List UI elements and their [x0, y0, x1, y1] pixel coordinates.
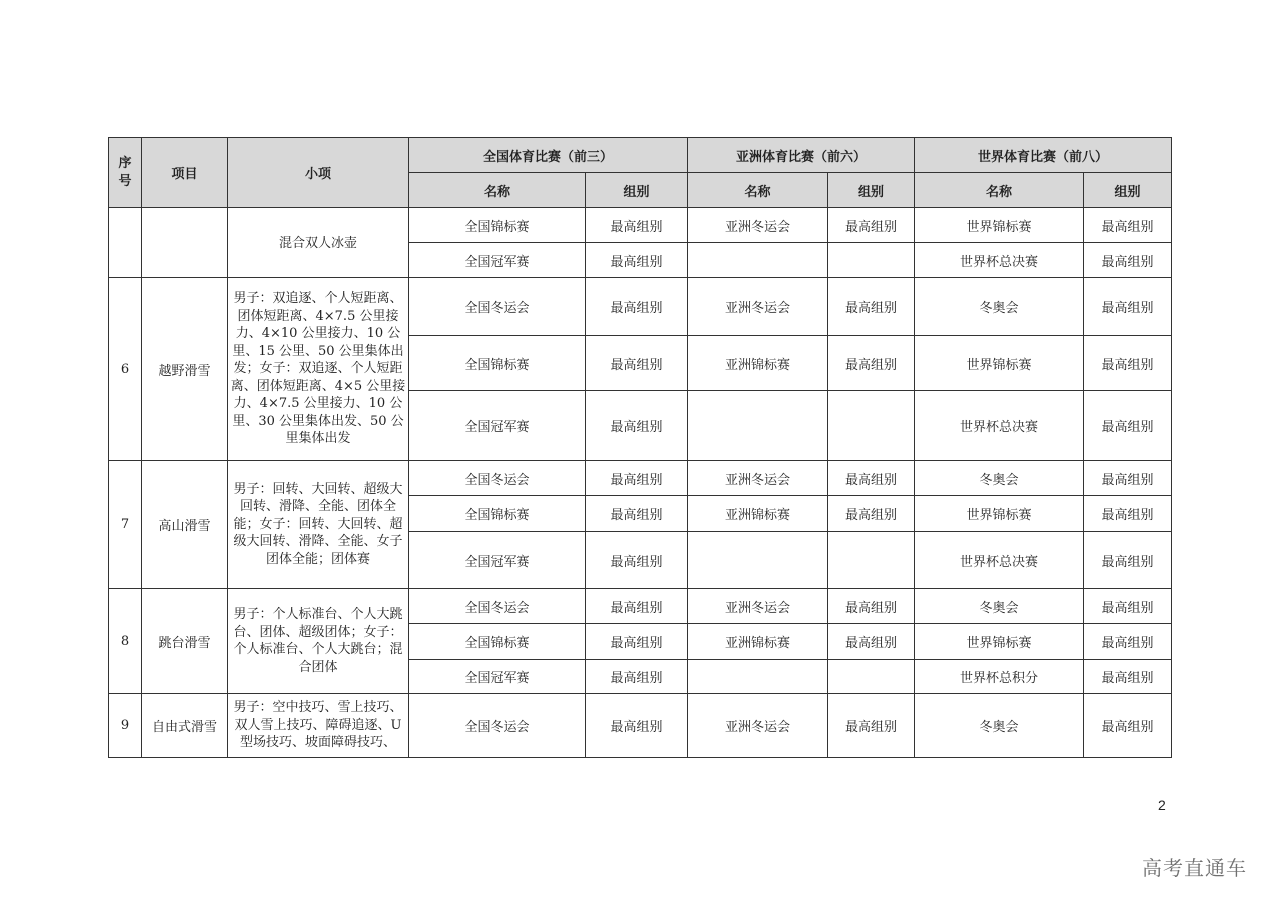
cell-world-name: 冬奥会 [915, 694, 1084, 758]
cell-world-group: 最高组别 [1084, 496, 1172, 532]
cell-sub-items: 男子：双追逐、个人短距离、团体短距离、4×7.5 公里接力、4×10 公里接力、10 公里、15 公里、50 公里集体出发；女子：双追逐、个人短距离、团体短距离、4×5 公里接力、4×7.5 公里接力、10 公里、30 公里集体出发、50 公里集体出发 [228, 278, 409, 461]
cell-national-group: 最高组别 [586, 278, 688, 336]
header-asian-group: 组别 [828, 173, 915, 208]
cell-national-name: 全国冠军赛 [409, 243, 586, 278]
cell-world-group: 最高组别 [1084, 336, 1172, 391]
cell-seq: 9 [109, 694, 142, 758]
cell-asian-name: 亚洲锦标赛 [688, 336, 828, 391]
cell-asian-name [688, 660, 828, 694]
cell-national-group: 最高组别 [586, 461, 688, 496]
cell-sub-items: 男子：回转、大回转、超级大回转、滑降、全能、团体全能；女子：回转、大回转、超级大回转、滑降、全能、女子团体全能；团体赛 [228, 461, 409, 589]
header-asian: 亚洲体育比赛（前六） [688, 138, 915, 173]
cell-asian-name: 亚洲冬运会 [688, 208, 828, 243]
header-world: 世界体育比赛（前八） [915, 138, 1172, 173]
header-national: 全国体育比赛（前三） [409, 138, 688, 173]
cell-national-name: 全国冬运会 [409, 694, 586, 758]
cell-world-name: 世界锦标赛 [915, 496, 1084, 532]
cell-national-name: 全国冠军赛 [409, 532, 586, 589]
cell-seq: 7 [109, 461, 142, 589]
cell-national-name: 全国冠军赛 [409, 660, 586, 694]
cell-asian-group: 最高组别 [828, 208, 915, 243]
table-row [109, 208, 1172, 243]
cell-world-name: 世界锦标赛 [915, 624, 1084, 660]
cell-national-group: 最高组别 [586, 243, 688, 278]
cell-asian-group: 最高组别 [828, 336, 915, 391]
cell-project: 跳台滑雪 [142, 589, 228, 694]
cell-national-group: 最高组别 [586, 624, 688, 660]
cell-asian-group: 最高组别 [828, 461, 915, 496]
cell-asian-group: 最高组别 [828, 278, 915, 336]
cell-asian-name [688, 391, 828, 461]
cell-seq: 6 [109, 278, 142, 461]
cell-sub-items: 男子：空中技巧、雪上技巧、双人雪上技巧、障碍追逐、U 型场技巧、坡面障碍技巧、 [228, 694, 409, 758]
cell-asian-group [828, 532, 915, 589]
cell-world-name: 冬奥会 [915, 278, 1084, 336]
cell-asian-group: 最高组别 [828, 694, 915, 758]
table-row [109, 278, 1172, 336]
cell-national-name: 全国冠军赛 [409, 391, 586, 461]
table-row [109, 589, 1172, 624]
cell-world-group: 最高组别 [1084, 391, 1172, 461]
header-asian-name: 名称 [688, 173, 828, 208]
cell-asian-name: 亚洲锦标赛 [688, 496, 828, 532]
cell-national-name: 全国冬运会 [409, 589, 586, 624]
cell-world-name: 世界杯总决赛 [915, 532, 1084, 589]
cell-asian-name: 亚洲冬运会 [688, 589, 828, 624]
cell-national-name: 全国锦标赛 [409, 208, 586, 243]
cell-sub-items: 混合双人冰壶 [228, 208, 409, 278]
cell-world-group: 最高组别 [1084, 278, 1172, 336]
cell-seq: 8 [109, 589, 142, 694]
cell-world-name: 冬奥会 [915, 461, 1084, 496]
table-header [109, 138, 1172, 208]
cell-asian-name: 亚洲冬运会 [688, 694, 828, 758]
cell-asian-name: 亚洲锦标赛 [688, 624, 828, 660]
cell-national-name: 全国锦标赛 [409, 624, 586, 660]
cell-asian-group [828, 391, 915, 461]
cell-national-group: 最高组别 [586, 694, 688, 758]
cell-national-group: 最高组别 [586, 391, 688, 461]
cell-world-group: 最高组别 [1084, 694, 1172, 758]
cell-asian-group: 最高组别 [828, 496, 915, 532]
cell-national-group: 最高组别 [586, 660, 688, 694]
header-seq: 序 号 [109, 138, 142, 208]
cell-world-name: 世界杯总决赛 [915, 391, 1084, 461]
cell-world-group: 最高组别 [1084, 660, 1172, 694]
watermark-text: 高考直通车 [1142, 856, 1247, 880]
header-national-name: 名称 [409, 173, 586, 208]
cell-national-group: 最高组别 [586, 336, 688, 391]
cell-national-name: 全国冬运会 [409, 278, 586, 336]
page-number: 2 [1158, 797, 1166, 813]
cell-project: 越野滑雪 [142, 278, 228, 461]
cell-asian-group: 最高组别 [828, 624, 915, 660]
cell-asian-name [688, 243, 828, 278]
cell-national-name: 全国冬运会 [409, 461, 586, 496]
cell-national-name: 全国锦标赛 [409, 496, 586, 532]
table-body [109, 208, 1172, 758]
cell-world-name: 世界锦标赛 [915, 336, 1084, 391]
cell-world-name: 世界杯总积分 [915, 660, 1084, 694]
cell-world-name: 世界锦标赛 [915, 208, 1084, 243]
cell-project: 高山滑雪 [142, 461, 228, 589]
cell-world-group: 最高组别 [1084, 589, 1172, 624]
cell-national-group: 最高组别 [586, 532, 688, 589]
cell-world-group: 最高组别 [1084, 532, 1172, 589]
cell-national-group: 最高组别 [586, 496, 688, 532]
cell-national-name: 全国锦标赛 [409, 336, 586, 391]
cell-world-name: 世界杯总决赛 [915, 243, 1084, 278]
header-national-group: 组别 [586, 173, 688, 208]
cell-project [142, 208, 228, 278]
header-sub-items: 小项 [228, 138, 409, 208]
cell-asian-name [688, 532, 828, 589]
table-row [109, 461, 1172, 496]
cell-asian-name: 亚洲冬运会 [688, 461, 828, 496]
cell-world-group: 最高组别 [1084, 624, 1172, 660]
cell-seq [109, 208, 142, 278]
cell-asian-name: 亚洲冬运会 [688, 278, 828, 336]
cell-asian-group [828, 660, 915, 694]
header-project: 项目 [142, 138, 228, 208]
cell-national-group: 最高组别 [586, 589, 688, 624]
cell-world-group: 最高组别 [1084, 461, 1172, 496]
cell-project: 自由式滑雪 [142, 694, 228, 758]
cell-world-group: 最高组别 [1084, 243, 1172, 278]
header-world-group: 组别 [1084, 173, 1172, 208]
table-row [109, 694, 1172, 758]
cell-asian-group [828, 243, 915, 278]
cell-national-group: 最高组别 [586, 208, 688, 243]
cell-world-group: 最高组别 [1084, 208, 1172, 243]
cell-sub-items: 男子：个人标准台、个人大跳台、团体、超级团体；女子：个人标准台、个人大跳台；混合团体 [228, 589, 409, 694]
cell-world-name: 冬奥会 [915, 589, 1084, 624]
sports-competition-table [108, 137, 1172, 758]
cell-asian-group: 最高组别 [828, 589, 915, 624]
header-world-name: 名称 [915, 173, 1084, 208]
